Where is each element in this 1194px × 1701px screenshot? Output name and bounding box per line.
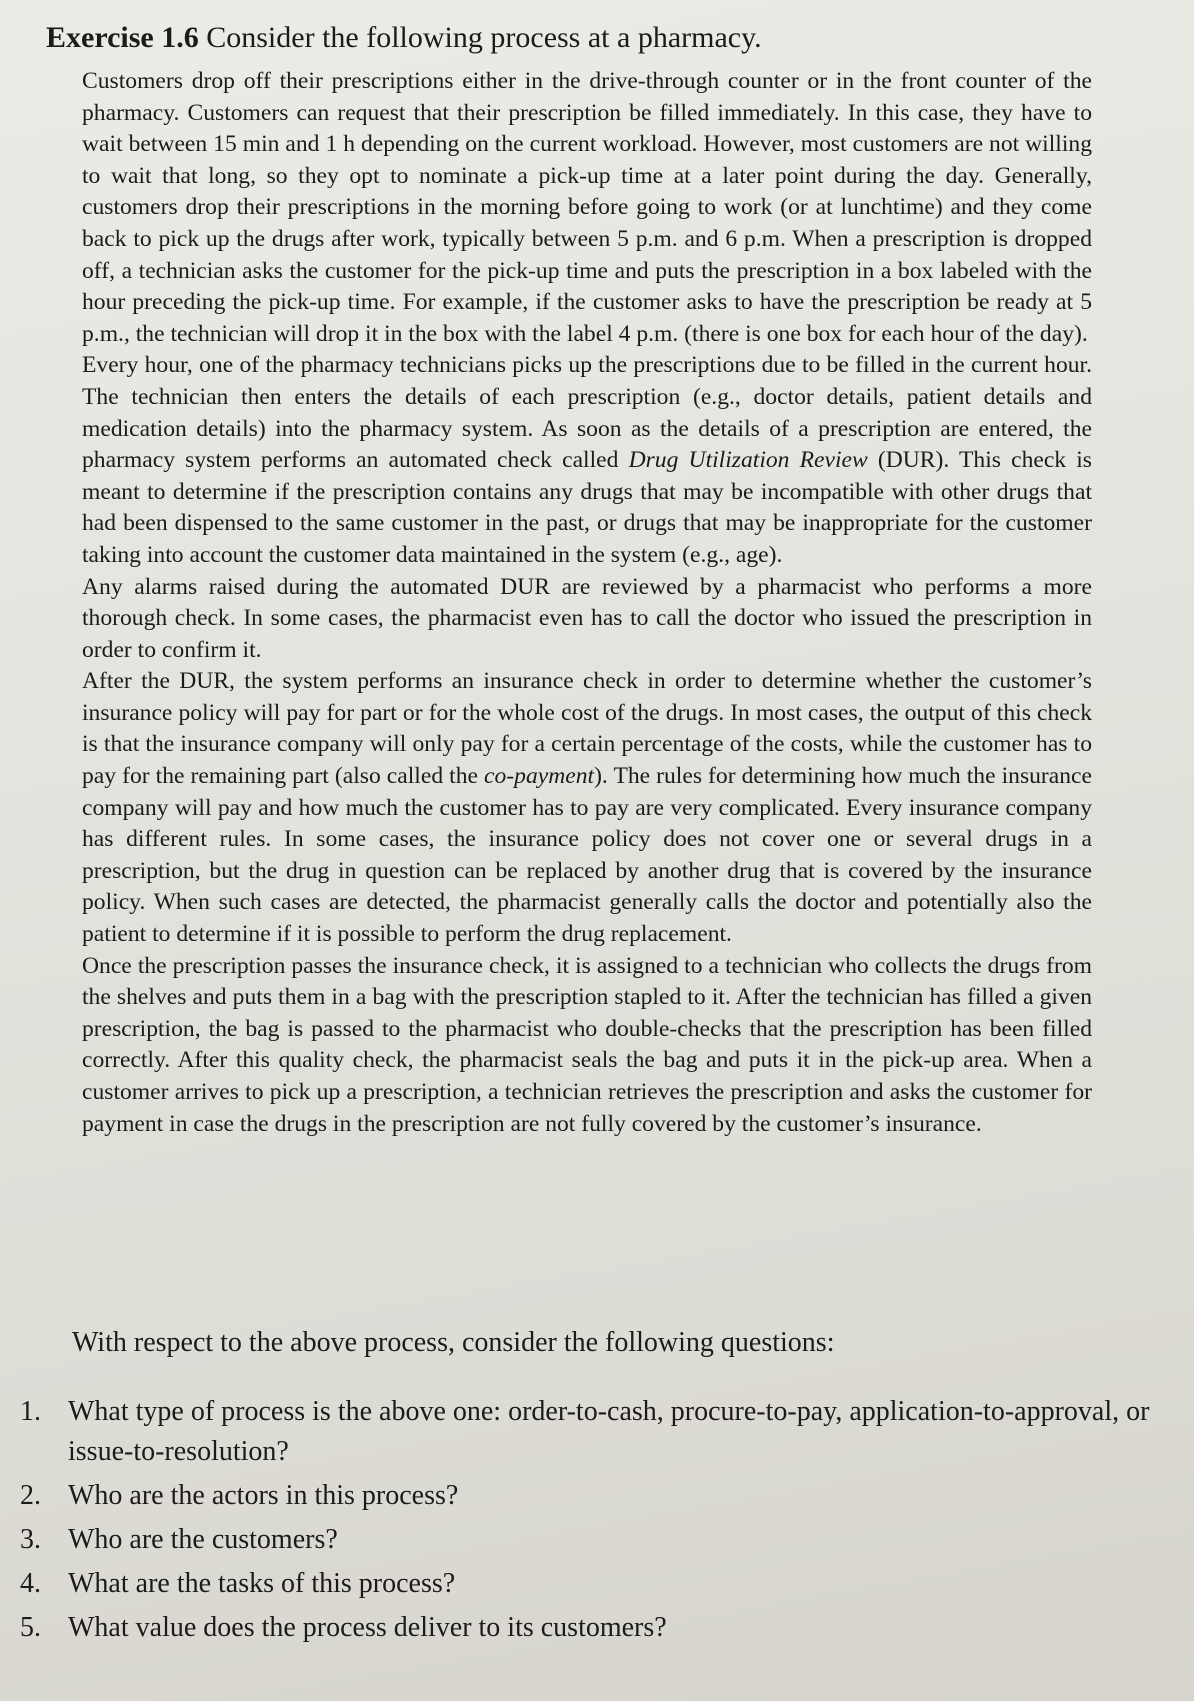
paragraph [82,572,1092,667]
italic-term: Drug Utilization Review [628,447,868,474]
question-text: What are the tasks of this process? [68,1568,456,1599]
question-number: 2. [20,1480,41,1511]
italic-term: co-payment [484,763,595,790]
exercise-heading [46,18,762,58]
question-text: Who are the actors in this process? [68,1480,459,1511]
exercise-description [82,66,1092,1140]
questions-intro: With respect to the above process, consider the following questions: [72,1327,835,1358]
paragraph-text: ). The rules for determining how much the insurance company will pay and how much the customer has to pay are very complicated. Every insurance company has different rules. In some cases, the insurance policy does not cover one or several drugs in a prescription, but the drug in question can be replaced by another drug that is covered by the insurance policy. When such cases are detected, the pharmacist generally calls the doctor and potentially also the patient to determine if it is possible to perform the drug replacement. [82,763,1092,948]
exercise-label: Exercise 1.6 [46,21,199,54]
paragraph-text: After the DUR, the system performs an insurance check in order to determine whether the customer’s insurance policy will pay for part or for the whole cost of the drugs. In most cases, the output of this check is that the insurance company will only pay for a certain percentage of the costs, while the customer has to pay for the remaining part (also called the [82,668,1092,790]
question-number: 3. [20,1524,41,1555]
question-number: 4. [20,1568,41,1599]
paragraph-text: (DUR). This check is meant to determine if the prescription contains any drugs that may be incompatible with other drugs that had been dispensed to the same customer in the past, or drugs that may be inappropriate for the customer taking into account the customer data maintained in the system (e.g., age). [82,447,1092,568]
question-item [20,1392,1180,1472]
paragraph [82,666,1092,950]
paragraph [82,951,1092,1141]
paragraph-text: Every hour, one of the pharmacy technicians picks up the prescriptions due to be filled in the current hour. The technician then enters the details of each prescription (e.g., doctor details, patient details and medication details) into the pharmacy system. As soon as the details of a prescription are entered, the pharmacy system performs an automated check called [82,352,1092,474]
paragraph [82,66,1092,350]
question-text: Who are the customers? [68,1524,338,1555]
question-item [20,1608,1180,1648]
paragraph-text: Customers drop off their prescriptions either in the drive-through counter or in the front counter of the pharmacy. Customers can request that their prescription be filled immediately. In this case, they have to wait between 15 min and 1 h depending on the current workload. However, most customers are not willing to wait that long, so they opt to nominate a pick-up time at a later point during the day. Generally, customers drop their prescriptions in the morning before going to work (or at lunchtime) and they come back to pick up the drugs after work, typically between 5 p.m. and 6 p.m. When a prescription is dropped off, a technician asks the customer for the pick-up time and puts the prescription in a box labeled with the hour preceding the pick-up time. For example, if the customer asks to have the prescription be ready at 5 p.m., the technician will drop it in the box with the label 4 p.m. (there is one box for each hour of the day). [82,68,1092,347]
question-item [20,1476,1180,1516]
question-item [20,1520,1180,1560]
paragraph [82,350,1092,571]
question-list [20,1392,1180,1652]
question-text: What value does the process deliver to its customers? [68,1612,667,1643]
paragraph-text: Any alarms raised during the automated DUR are reviewed by a pharmacist who performs a more thorough check. In some cases, the pharmacist even has to call the doctor who issued the prescription in order to confirm it. [82,573,1092,663]
exercise-title: Consider the following process at a pharmacy. [206,21,762,54]
question-text: What type of process is the above one: order-to-cash, procure-to-pay, application-to-approval, or issue-to-resolution? [68,1396,1150,1467]
question-number: 5. [20,1612,41,1643]
question-number: 1. [20,1396,41,1427]
question-item [20,1564,1180,1604]
paragraph-text: Once the prescription passes the insurance check, it is assigned to a technician who collects the drugs from the shelves and puts them in a bag with the prescription stapled to it. After the technician has filled a given prescription, the bag is passed to the pharmacist who double-checks that the prescription has been filled correctly. After this quality check, the pharmacist seals the bag and puts it in the pick-up area. When a customer arrives to pick up a prescription, a technician retrieves the prescription and asks the customer for payment in case the drugs in the prescription are not fully covered by the customer’s insurance. [82,952,1092,1137]
